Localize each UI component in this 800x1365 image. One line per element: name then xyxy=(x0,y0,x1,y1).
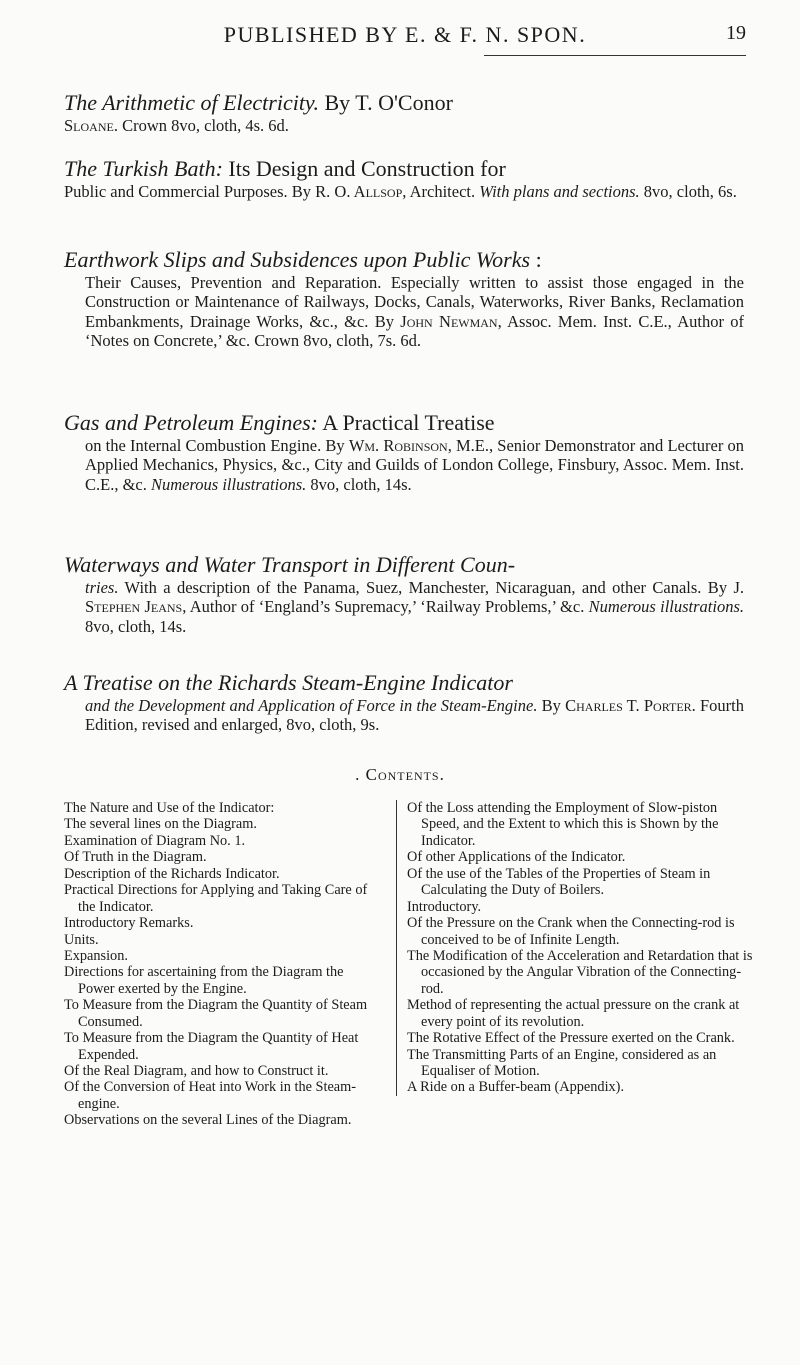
contents-item: Introductory. xyxy=(407,898,482,915)
book-description: With a description of the Panama, Suez, Manchester, Nicaraguan, and other Canals. By xyxy=(118,577,734,597)
contents-right-column xyxy=(396,800,755,1096)
contents-item: Observations on the several Lines of the Diagram. xyxy=(64,1112,352,1129)
book-title: Waterways and Water Transport in Different Coun- xyxy=(64,552,516,577)
book-details: Crown 8vo, cloth, 4s. 6d. xyxy=(117,115,289,135)
book-details: Assoc. Mem. Inst. C.E., Author of ‘Notes on Concrete,’ &c. Crown 8vo, cloth, 7s. 6d. xyxy=(85,311,745,351)
book-details: Fourth Edition, revised and enlarged, 8vo, cloth, 9s. xyxy=(85,695,744,735)
book-entry-richards-indicator xyxy=(64,670,744,735)
page-header xyxy=(64,22,746,54)
book-author-credentials: M.E., Senior Demonstrator and Lecturer on Applied Mechanics, Physics, &c., City and Guilds of London College, Finsbury, Assoc. Mem. Inst. C.E., &c. xyxy=(85,435,744,494)
contents-item: To Measure from the Diagram the Quantity of Heat Expended. xyxy=(64,1030,359,1063)
contents-item: The Transmitting Parts of an Engine, considered as an Equaliser of Motion. xyxy=(407,1046,717,1079)
book-author-prefix: By T. O'Conor xyxy=(324,90,453,115)
contents-item: The Rotative Effect of the Pressure exerted on the Crank. xyxy=(407,1030,735,1047)
contents-item: Expansion. xyxy=(64,947,128,964)
contents-item: Of Truth in the Diagram. xyxy=(64,849,207,866)
book-details: 8vo, cloth, 14s. xyxy=(85,616,187,636)
book-entry-gas-petroleum-engines xyxy=(64,410,744,494)
book-title: A Treatise on the Richards Steam-Engine Indicator xyxy=(64,670,513,695)
book-title-continued: tries. xyxy=(85,577,119,597)
contents-heading: . Contents. xyxy=(355,765,445,784)
book-description: Public and Commercial Purposes. By xyxy=(64,181,316,201)
book-title: The Turkish Bath: xyxy=(64,156,223,181)
book-entry-waterways xyxy=(64,552,744,636)
book-subtitle: Its Design and Construction for xyxy=(222,156,506,181)
contents-item: The several lines on the Diagram. xyxy=(64,816,257,833)
book-illustrations-note: With plans and sections. xyxy=(479,181,640,201)
book-subtitle: A Practical Treatise xyxy=(317,410,495,435)
book-author-role: Architect. xyxy=(406,181,480,201)
book-author: J. Stephen Jeans, xyxy=(85,577,744,617)
contents-item: Practical Directions for Applying and Taking Care of the Indicator. xyxy=(64,882,368,915)
book-details: 8vo, cloth, 6s. xyxy=(639,181,737,201)
book-illustrations-note: Numerous illustrations. xyxy=(588,597,744,617)
book-author: Sloane. xyxy=(64,115,118,135)
contents-item: Introductory Remarks. xyxy=(64,915,194,932)
book-entry-earthwork-slips xyxy=(64,247,744,351)
contents-item: Examination of Diagram No. 1. xyxy=(64,832,246,849)
book-author: Charles T. Porter. xyxy=(565,695,696,715)
contents-item: The Nature and Use of the Indicator: xyxy=(64,800,275,816)
contents-item: Of the Conversion of Heat into Work in the Steam-engine. xyxy=(64,1079,357,1112)
contents-item: Description of the Richards Indicator. xyxy=(64,865,280,882)
contents-item: Of the use of the Tables of the Properties of Steam in Calculating the Duty of Boilers. xyxy=(407,865,711,899)
contents-item: The Modification of the Acceleration and Retardation that is occasioned by the Angular Vibration of the Connecting-rod. xyxy=(407,947,753,997)
book-author: Wm. Robinson, xyxy=(348,435,452,455)
contents-item: Of the Pressure on the Crank when the Connecting-rod is conceived to be of Infinite Length. xyxy=(407,915,735,948)
book-description: on the Internal Combustion Engine. By xyxy=(85,435,349,455)
contents-item: Of other Applications of the Indicator. xyxy=(407,849,626,866)
contents-item: Of the Real Diagram, and how to Construct it. xyxy=(64,1063,329,1079)
book-entry-turkish-bath xyxy=(64,156,744,201)
book-by: By xyxy=(537,695,566,715)
contents-item: Units. xyxy=(64,931,99,948)
contents-item: To Measure from the Diagram the Quantity of Steam Consumed. xyxy=(64,997,368,1030)
book-author: John Newman, xyxy=(400,311,502,331)
page-number: 19 xyxy=(726,22,746,44)
contents-item: A Ride on a Buffer-beam (Appendix). xyxy=(407,1079,625,1096)
book-title: Gas and Petroleum Engines: xyxy=(64,410,318,435)
contents-item: Method of representing the actual pressure on the crank at every point of its revolution. xyxy=(407,997,740,1030)
title-colon: : xyxy=(530,247,542,272)
book-author-credentials: Author of ‘England’s Supremacy,’ ‘Railway Problems,’ &c. xyxy=(186,597,589,617)
contents-item: Of the Loss attending the Employment of Slow-piston Speed, and the Extent to which this is Shown by the Indicator. xyxy=(407,800,719,849)
book-description: Their Causes, Prevention and Reparation. Especially written to assist those engaged in the Construction or Maintenance of Railways, Docks, Canals, Waterworks, River Banks, Reclamation Embankments, Drainage Works, &c., &c. By xyxy=(85,272,744,331)
book-illustrations-note: Numerous illustrations. xyxy=(151,474,307,494)
contents-left-column xyxy=(64,800,392,1129)
book-subtitle: and the Development and Application of Force in the Steam-Engine. xyxy=(85,695,538,715)
book-author: R. O. Allsop, xyxy=(315,181,407,201)
book-title: The Arithmetic of Electricity. xyxy=(64,90,319,115)
book-entry-arithmetic-electricity xyxy=(64,90,744,135)
header-rule xyxy=(484,55,746,56)
book-details: 8vo, cloth, 14s. xyxy=(306,474,412,494)
book-title: Earthwork Slips and Subsidences upon Public Works xyxy=(64,247,531,272)
publisher-title: PUBLISHED BY E. & F. N. SPON. xyxy=(223,22,587,47)
contents-item: Directions for ascertaining from the Diagram the Power exerted by the Engine. xyxy=(64,964,344,997)
